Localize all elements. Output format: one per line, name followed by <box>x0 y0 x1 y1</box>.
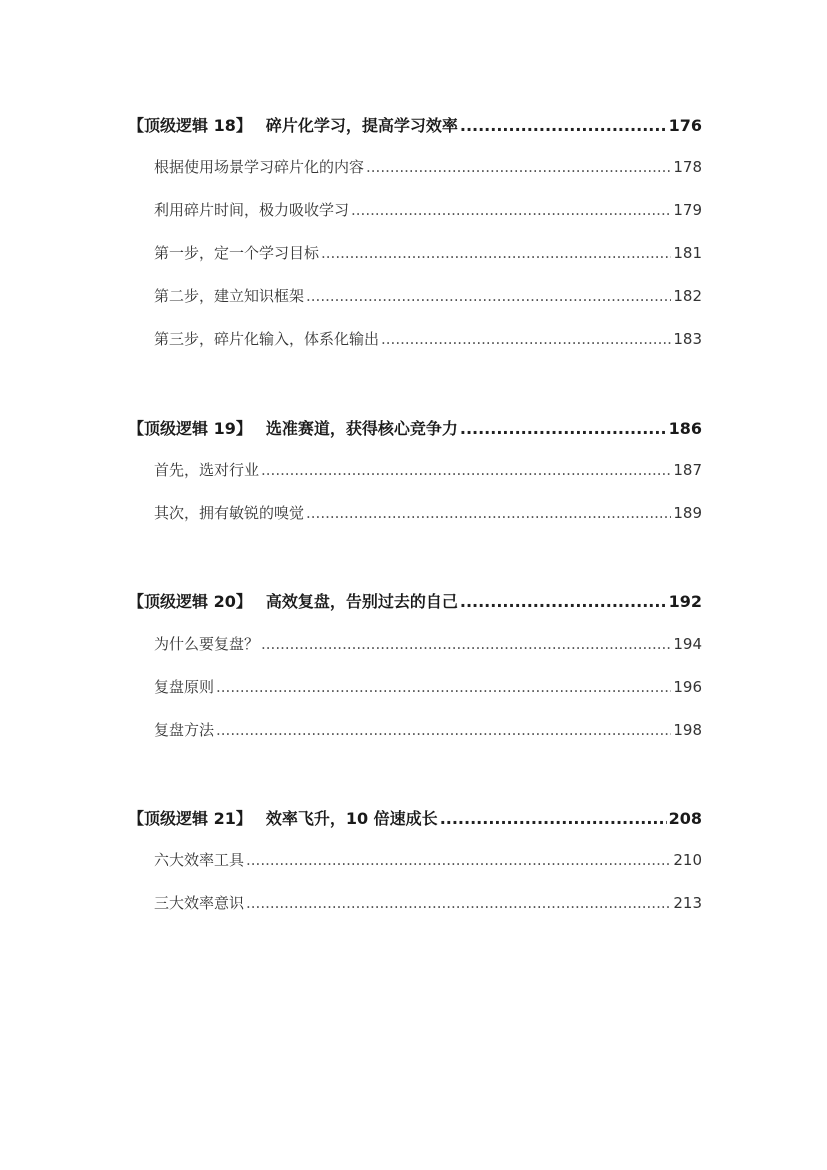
toc-section[interactable] <box>154 502 702 523</box>
toc-section[interactable] <box>154 199 702 220</box>
page-number: 178 <box>673 158 702 176</box>
dot-leader <box>460 419 667 438</box>
dot-leader <box>366 158 671 176</box>
chapter-label: 【顶级逻辑 19】 <box>128 419 252 438</box>
page-number: 179 <box>673 201 702 219</box>
page-number: 210 <box>673 851 702 869</box>
toc-chapter-19[interactable] <box>128 416 702 439</box>
toc-section[interactable] <box>154 849 702 870</box>
dot-leader <box>246 894 671 912</box>
dot-leader <box>306 504 671 522</box>
page-number: 182 <box>673 287 702 305</box>
section-title: 三大效率意识 <box>154 894 245 912</box>
section-title: 其次，拥有敏锐的嗅觉 <box>154 504 305 522</box>
dot-leader <box>261 635 671 653</box>
page-number: 183 <box>673 330 702 348</box>
dot-leader <box>321 244 671 262</box>
page-number: 213 <box>673 894 702 912</box>
section-title: 第二步，建立知识框架 <box>154 287 305 305</box>
toc-chapter-21[interactable] <box>128 806 702 829</box>
dot-leader <box>460 116 667 135</box>
chapter-title: 碎片化学习，提高学习效率 <box>265 116 458 135</box>
section-title: 复盘原则 <box>154 678 215 696</box>
dot-leader <box>460 592 667 611</box>
toc-chapter-20[interactable] <box>128 589 702 612</box>
toc-chapter-18[interactable] <box>128 113 702 136</box>
toc-section[interactable] <box>154 328 702 349</box>
section-title: 根据使用场景学习碎片化的内容 <box>154 158 365 176</box>
chapter-title: 效率飞升，10 倍速成长 <box>265 809 438 828</box>
toc-section[interactable] <box>154 633 702 654</box>
page-number: 208 <box>668 809 702 828</box>
toc-section[interactable] <box>154 285 702 306</box>
chapter-title: 选准赛道，获得核心竞争力 <box>265 419 458 438</box>
page-number: 181 <box>673 244 702 262</box>
page-number: 189 <box>673 504 702 522</box>
page-number: 192 <box>668 592 702 611</box>
dot-leader <box>216 721 671 739</box>
dot-leader <box>216 678 671 696</box>
section-title: 首先，选对行业 <box>154 461 260 479</box>
page-number: 194 <box>673 635 702 653</box>
section-title: 复盘方法 <box>154 721 215 739</box>
dot-leader <box>261 461 671 479</box>
toc-section[interactable] <box>154 892 702 913</box>
dot-leader <box>351 201 671 219</box>
dot-leader <box>440 809 667 828</box>
toc-section[interactable] <box>154 676 702 697</box>
section-title: 利用碎片时间，极力吸收学习 <box>154 201 350 219</box>
chapter-label: 【顶级逻辑 18】 <box>128 116 252 135</box>
page-number: 196 <box>673 678 702 696</box>
dot-leader <box>246 851 671 869</box>
section-title: 第三步，碎片化输入，体系化输出 <box>154 330 380 348</box>
page-number: 198 <box>673 721 702 739</box>
dot-leader <box>306 287 671 305</box>
section-title: 六大效率工具 <box>154 851 245 869</box>
dot-leader <box>381 330 671 348</box>
toc-section[interactable] <box>154 459 702 480</box>
page-number: 186 <box>668 419 702 438</box>
section-title: 第一步，定一个学习目标 <box>154 244 320 262</box>
toc-section[interactable] <box>154 242 702 263</box>
page-number: 176 <box>668 116 702 135</box>
section-title: 为什么要复盘？ <box>154 635 260 653</box>
chapter-label: 【顶级逻辑 20】 <box>128 592 252 611</box>
page-number: 187 <box>673 461 702 479</box>
toc-section[interactable] <box>154 156 702 177</box>
toc-section[interactable] <box>154 719 702 740</box>
chapter-title: 高效复盘，告别过去的自己 <box>265 592 458 611</box>
chapter-label: 【顶级逻辑 21】 <box>128 809 252 828</box>
